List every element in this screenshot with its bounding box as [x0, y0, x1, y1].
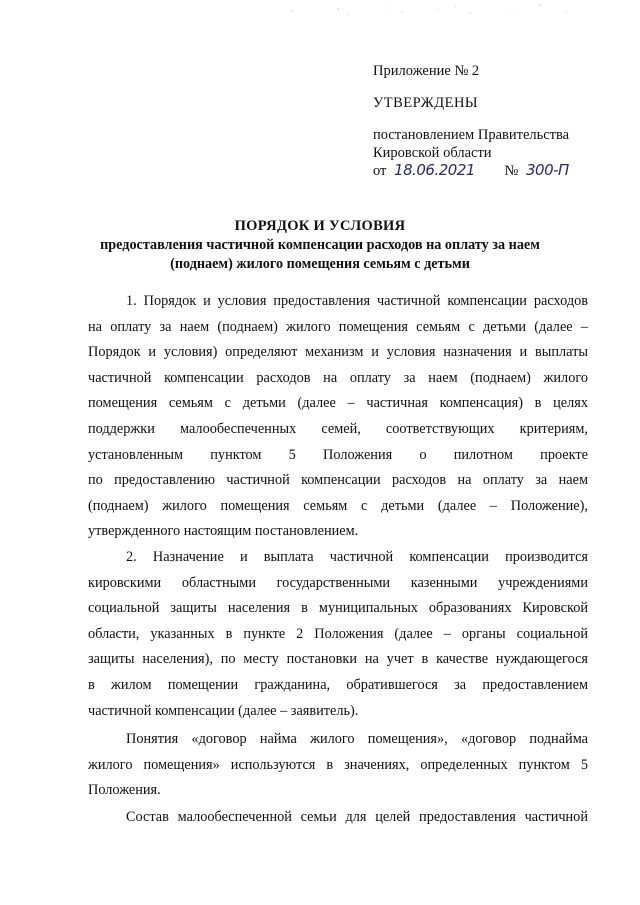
paragraph-1	[88, 289, 588, 545]
p3-line-3: Положения.	[88, 782, 161, 799]
p1-line-5: помещения семьям с детьми (далее – частичная компенсация) в целях	[88, 395, 588, 412]
paragraph-2	[88, 545, 588, 724]
p1-line-3: Порядок и условия) определяют механизм и условия назначения и выплаты	[88, 344, 588, 361]
p2-line-4: области, указанных в пункте 2 Положения (далее – органы социальной	[88, 625, 588, 642]
p1-line-6: поддержки малообеспеченных семей, соответствующих критериям,	[88, 420, 588, 437]
appendix-label: Приложение № 2	[373, 63, 480, 79]
date-prefix: от	[373, 163, 387, 179]
p1-line-4: частичной компенсации расходов на оплату за наем (поднаем) жилого	[88, 369, 588, 386]
p1-line-10: утвержденного настоящим постановлением.	[88, 523, 359, 540]
number-prefix: №	[504, 163, 519, 179]
p1-line-2: на оплату за наем (поднаем) жилого помещения семьям с детьми (далее –	[88, 318, 588, 335]
handwritten-date: 18.06.2021	[394, 161, 475, 179]
subtitle-line-1: предоставления частичной компенсации расходов на оплату за наем	[100, 237, 540, 253]
p1-line-9: (поднаем) жилого помещения семьям с детьми (далее – Положение),	[88, 497, 588, 514]
decree-line-2: Кировской области	[373, 144, 492, 161]
decree-block	[373, 127, 569, 181]
paragraph-3	[88, 727, 588, 804]
p4-line-1: Состав малообеспеченной семьи для целей предоставления частичной	[126, 809, 588, 825]
paragraph-4	[88, 805, 588, 831]
p2-line-6: в жилом помещении гражданина, обратившегося за предоставлением	[88, 676, 588, 693]
document-subtitle	[95, 236, 545, 274]
handwritten-number: 300-П	[526, 161, 569, 179]
p1-line-7: установленным пунктом 5 Положения о пилотном проекте	[88, 446, 588, 463]
subtitle-line-2: (поднаем) жилого помещения семьям с детьми	[170, 256, 470, 272]
scan-noise	[0, 0, 640, 30]
decree-date-line	[373, 162, 569, 181]
p1-line-8: по предоставлению частичной компенсации расходов на оплату за наем	[88, 472, 588, 489]
document-title: ПОРЯДОК И УСЛОВИЯ	[234, 218, 406, 234]
p1-line-1: 1. Порядок и условия предоставления частичной компенсации расходов	[126, 293, 588, 309]
p3-line-2: жилого помещения» используются в значениях, определенных пунктом 5	[88, 756, 588, 773]
p2-line-7: частичной компенсации (далее – заявитель).	[88, 702, 359, 719]
decree-line-1: постановлением Правительства	[373, 127, 570, 143]
approved-label: УТВЕРЖДЕНЫ	[373, 95, 479, 111]
p3-line-1: Понятия «договор найма жилого помещения», «договор поднайма	[126, 731, 588, 747]
p2-line-1: 2. Назначение и выплата частичной компенсации производится	[126, 549, 588, 565]
p2-line-3: социальной защиты населения в муниципальных образованиях Кировской	[88, 600, 588, 617]
p2-line-5: защиты населения), по месту постановки на учет в качестве нуждающегося	[88, 651, 588, 668]
p2-line-2: кировскими областными государственными казенными учреждениями	[88, 574, 588, 591]
